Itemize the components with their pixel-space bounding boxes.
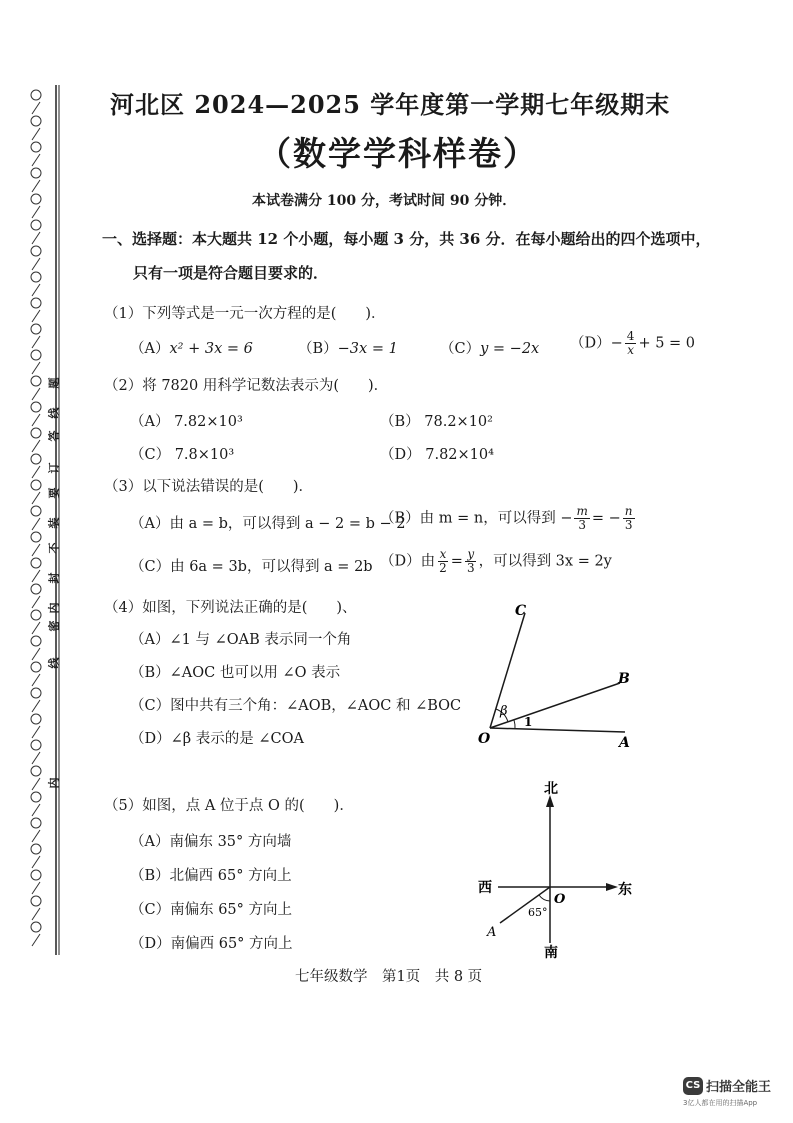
ray-ob (490, 683, 620, 728)
option-a-label: （A） (130, 341, 170, 357)
option-d-fraction-2 (465, 548, 477, 575)
binding-label-7: 订 (47, 462, 61, 474)
binding-hole-mark (31, 298, 41, 308)
binding-label-9: 密 (47, 620, 61, 632)
binding-hole-mark (31, 324, 41, 334)
binding-hole-mark (31, 402, 41, 412)
point-o-label: O (478, 731, 491, 747)
binding-hole-mark (31, 168, 41, 178)
binding-slash-mark (32, 440, 40, 452)
binding-hole-mark (31, 740, 41, 750)
option-d-label: （D） (570, 335, 611, 352)
binding-hole-mark (31, 558, 41, 568)
binding-label-6: 线 (47, 407, 61, 419)
scanner-slogan: 3亿人都在用的扫描App (683, 1099, 758, 1107)
binding-hole-mark (31, 844, 41, 854)
point-o-label: O (554, 892, 566, 907)
east-label: 东 (618, 882, 632, 898)
question-2-option-a: （A） 7.82×10³ (130, 414, 243, 430)
binding-slash-mark (32, 856, 40, 868)
binding-slash-mark (32, 674, 40, 686)
binding-slash-mark (32, 726, 40, 738)
option-d-mid: = (450, 553, 463, 570)
binding-slash-mark (32, 804, 40, 816)
binding-label-2: 答 (47, 430, 61, 442)
question-2-option-d: （D） 7.82×10⁴ (380, 447, 494, 463)
point-a-label: A (619, 735, 630, 751)
binding-slash-mark (32, 700, 40, 712)
angle-65-arc (539, 895, 550, 901)
option-d-post: ，可以得到 3x = 2y (478, 553, 612, 570)
scanner-watermark (683, 1075, 771, 1108)
binding-slash-mark (32, 752, 40, 764)
binding-slash-mark (32, 362, 40, 374)
exam-title: 河北区 2024—2025 学年度第一学期七年级期末 (110, 90, 671, 119)
binding-hole-mark (31, 688, 41, 698)
binding-slash-mark (32, 908, 40, 920)
binding-hole-mark (31, 116, 41, 126)
question-5-option-c: （C）南偏东 65° 方向上 (130, 902, 293, 918)
binding-hole-mark (31, 714, 41, 724)
question-5-option-b: （B）北偏西 65° 方向上 (130, 868, 292, 884)
binding-slash-mark (32, 882, 40, 894)
question-4-option-a: （A）∠1 与 ∠OAB 表示同一个角 (130, 632, 352, 648)
question-1-stem: （1）下列等式是一元一次方程的是( )． (104, 306, 386, 322)
binding-label-11: 线 (47, 657, 61, 669)
angle-1-arc (514, 720, 515, 729)
cs-logo-icon: CS (683, 1077, 703, 1095)
option-b-text: −3x = 1 (337, 341, 398, 357)
option-a-text: x² + 3x = 6 (169, 341, 253, 357)
binding-hole-mark (31, 480, 41, 490)
west-label: 西 (478, 880, 492, 896)
option-d-fraction-1 (437, 548, 449, 575)
binding-hole-mark (31, 896, 41, 906)
fraction-denominator: 3 (466, 561, 475, 575)
option-d-rest: + 5 = 0 (638, 335, 696, 352)
question-3-option-a: （A）由 a = b，可以得到 a − 2 = b − 2 (130, 516, 406, 532)
fraction-numerator: 4 (626, 329, 635, 343)
option-b-label: （B） (298, 341, 338, 357)
page-footer: 七年级数学 第1页 共 8 页 (295, 969, 483, 985)
binding-hole-mark (31, 350, 41, 360)
binding-slash-mark (32, 544, 40, 556)
binding-label-12: 内 (47, 777, 61, 789)
question-5-option-a: （A）南偏东 35° 方向墙 (130, 834, 292, 850)
angle-1-label: 1 (524, 715, 533, 729)
binding-hole-mark (31, 662, 41, 672)
binding-label-8: 装 (47, 517, 61, 529)
binding-hole-mark (31, 870, 41, 880)
question-1-option-a (130, 337, 253, 358)
question-3-stem: （3）以下说法错误的是( )． (104, 479, 314, 495)
binding-hole-mark (31, 532, 41, 542)
angle-figure (470, 595, 640, 755)
section-heading-line2: 只有一项是符合题目要求的． (133, 264, 329, 282)
option-b-fraction-2 (623, 505, 635, 532)
point-b-label: B (618, 671, 630, 687)
binding-slash-mark (32, 596, 40, 608)
binding-hole-mark (31, 376, 41, 386)
binding-slash-mark (32, 648, 40, 660)
question-3-option-b (380, 505, 637, 532)
binding-slash-mark (32, 388, 40, 400)
question-3-option-c: （C）由 6a = 3b，可以得到 a = 2b (130, 559, 373, 575)
point-a-label: A (487, 925, 497, 940)
question-2-option-c: （C） 7.8×10³ (130, 447, 235, 463)
binding-hole-mark (31, 922, 41, 932)
binding-hole-mark (31, 246, 41, 256)
question-1-option-c (440, 337, 539, 358)
point-c-label: C (515, 603, 527, 619)
fraction-denominator: 3 (578, 518, 586, 532)
binding-hole-mark (31, 636, 41, 646)
fraction-denominator: 2 (439, 561, 447, 575)
fraction-numerator: n (624, 504, 633, 518)
section-heading: 一、选择题：本大题共 12 个小题，每小题 3 分，共 36 分．在每小题给出的四个选项中， (102, 230, 711, 248)
fraction-numerator: x (439, 547, 447, 561)
option-c-label: （C） (440, 341, 481, 357)
binding-hole-mark (31, 220, 41, 230)
binding-slash-mark (32, 102, 40, 114)
binding-label-5: 内 (47, 602, 61, 614)
question-1-option-d (570, 330, 695, 357)
binding-slash-mark (32, 128, 40, 140)
angle-65-label: 65° (528, 906, 548, 919)
binding-slash-mark (32, 570, 40, 582)
exam-note: 本试卷满分 100 分，考试时间 90 分钟． (252, 193, 517, 209)
binding-slash-mark (32, 466, 40, 478)
binding-slash-mark (32, 258, 40, 270)
binding-hole-mark (31, 90, 41, 100)
binding-slash-mark (32, 232, 40, 244)
binding-hole-mark (31, 142, 41, 152)
binding-label-10: 封 (47, 572, 61, 584)
south-label: 南 (544, 945, 558, 960)
fraction-numerator: m (576, 504, 588, 518)
binding-hole-mark (31, 506, 41, 516)
option-d-minus: − (610, 335, 623, 352)
option-b-mid: = − (591, 510, 621, 527)
binding-hole-mark (31, 766, 41, 776)
binding-slash-mark (32, 414, 40, 426)
binding-slash-mark (32, 180, 40, 192)
question-3-option-d (380, 548, 612, 575)
binding-hole-mark (31, 428, 41, 438)
binding-hole-mark (31, 792, 41, 802)
question-2-stem: （2）将 7820 用科学记数法表示为( )． (104, 378, 389, 394)
option-b-fraction-1 (574, 505, 589, 532)
binding-hole-mark (31, 454, 41, 464)
question-1-option-b (298, 337, 398, 358)
binding-slash-mark (32, 154, 40, 166)
binding-slash-mark (32, 934, 40, 946)
binding-slash-mark (32, 622, 40, 634)
question-2-option-b: （B） 78.2×10² (380, 414, 493, 430)
binding-hole-mark (31, 818, 41, 828)
option-d-fraction (625, 330, 637, 357)
fraction-numerator: y (467, 547, 475, 561)
question-4-option-c: （C）图中共有三个角：∠AOB，∠AOC 和 ∠BOC (130, 698, 462, 714)
option-d-pre: （D）由 (380, 553, 436, 570)
scanner-app-name: 扫描全能王 (706, 1080, 772, 1095)
binding-hole-mark (31, 194, 41, 204)
binding-slash-mark (32, 206, 40, 218)
binding-hole-mark (31, 272, 41, 282)
binding-hole-mark (31, 584, 41, 594)
fraction-denominator: x (627, 343, 634, 357)
exam-subtitle: （数学学科样卷） (258, 134, 538, 173)
binding-slash-mark (32, 492, 40, 504)
option-b-pre: （B）由 m = n，可以得到 − (380, 510, 573, 527)
binding-slash-mark (32, 830, 40, 842)
binding-slash-mark (32, 310, 40, 322)
binding-label-1: 题 (47, 377, 61, 389)
question-5-stem: （5）如图，点 A 位于点 O 的( )． (104, 798, 354, 814)
option-c-text: y = −2x (480, 341, 540, 357)
beta-label: β (500, 704, 508, 719)
binding-label-4: 不 (47, 542, 61, 554)
binding-label-3: 要 (47, 487, 61, 499)
binding-slash-mark (32, 336, 40, 348)
fraction-denominator: 3 (624, 518, 633, 532)
binding-slash-mark (32, 284, 40, 296)
question-5-option-d: （D）南偏西 65° 方向上 (130, 936, 293, 952)
question-4-option-d: （D）∠β 表示的是 ∠COA (130, 731, 304, 747)
compass-figure (470, 775, 640, 960)
question-4-stem: （4）如图，下列说法正确的是( )、 (104, 600, 357, 616)
binding-slash-mark (32, 778, 40, 790)
east-arrow-icon (606, 883, 618, 891)
binding-slash-mark (32, 518, 40, 530)
north-label: 北 (544, 781, 558, 797)
binding-hole-mark (31, 610, 41, 620)
question-4-option-b: （B）∠AOC 也可以用 ∠O 表示 (130, 665, 341, 681)
ray-oa (490, 728, 625, 732)
